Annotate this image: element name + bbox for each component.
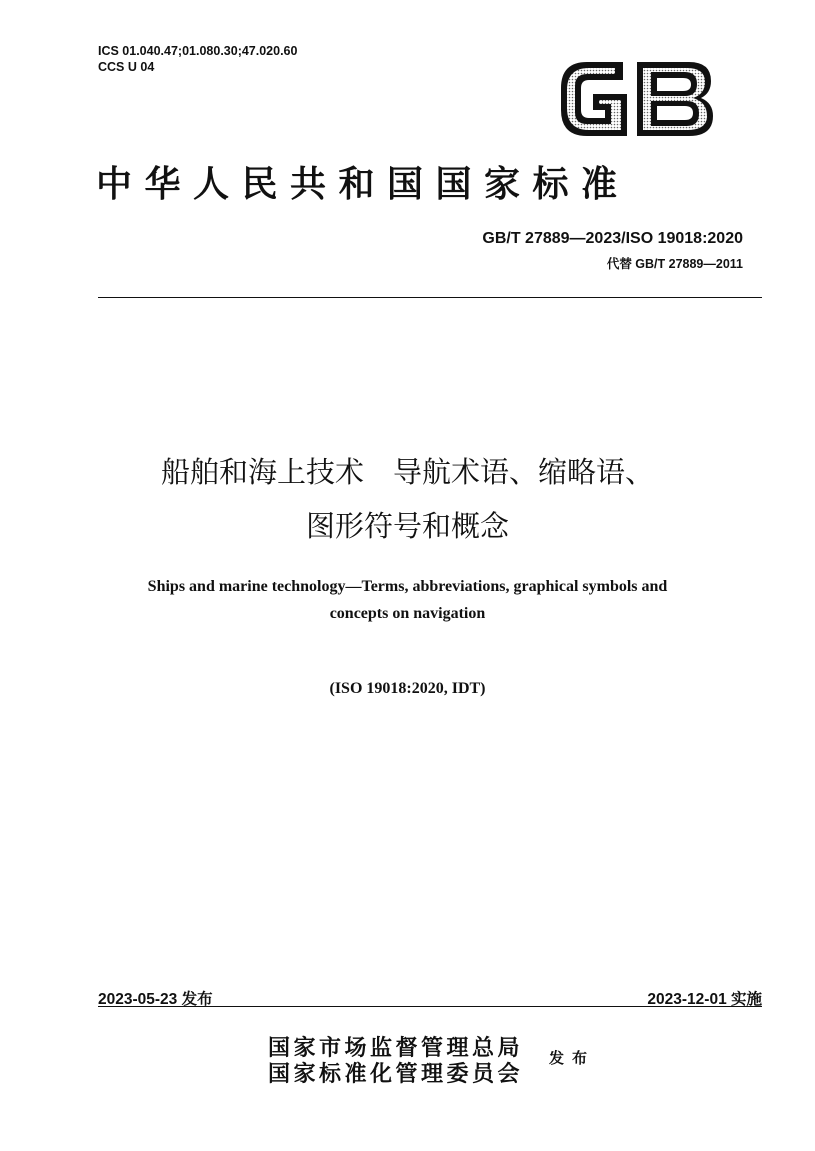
publish-date: 2023-05-23 发布 <box>98 991 213 1008</box>
ccs-code: CCS U 04 <box>98 60 155 74</box>
iso-reference: (ISO 19018:2020, IDT) <box>329 680 486 697</box>
chinese-title-line-1: 船舶和海上技术 导航术语、缩略语、 <box>160 455 654 489</box>
bottom-divider <box>98 1006 762 1007</box>
issue-label: 发布 <box>549 1049 596 1067</box>
replaces-standard: 代替 GB/T 27889—2011 <box>606 257 743 271</box>
issuer-samr: 国家市场监督管理总局 <box>268 1035 524 1061</box>
standard-number: GB/T 27889—2023/ISO 19018:2020 <box>482 230 743 247</box>
english-title-line-2: concepts on navigation <box>329 605 486 622</box>
gb-logo <box>553 54 719 144</box>
top-divider <box>98 297 762 298</box>
chinese-title-line-2: 图形符号和概念 <box>305 509 509 543</box>
ics-code: ICS 01.040.47;01.080.30;47.020.60 <box>98 44 298 58</box>
national-standard-title: 中华人民共和国国家标准 <box>96 163 630 205</box>
english-title-line-1: Ships and marine technology—Terms, abbreviations, graphical symbols and <box>147 578 668 595</box>
issuer-sac: 国家标准化管理委员会 <box>268 1061 524 1087</box>
implementation-date: 2023-12-01 实施 <box>647 991 762 1008</box>
